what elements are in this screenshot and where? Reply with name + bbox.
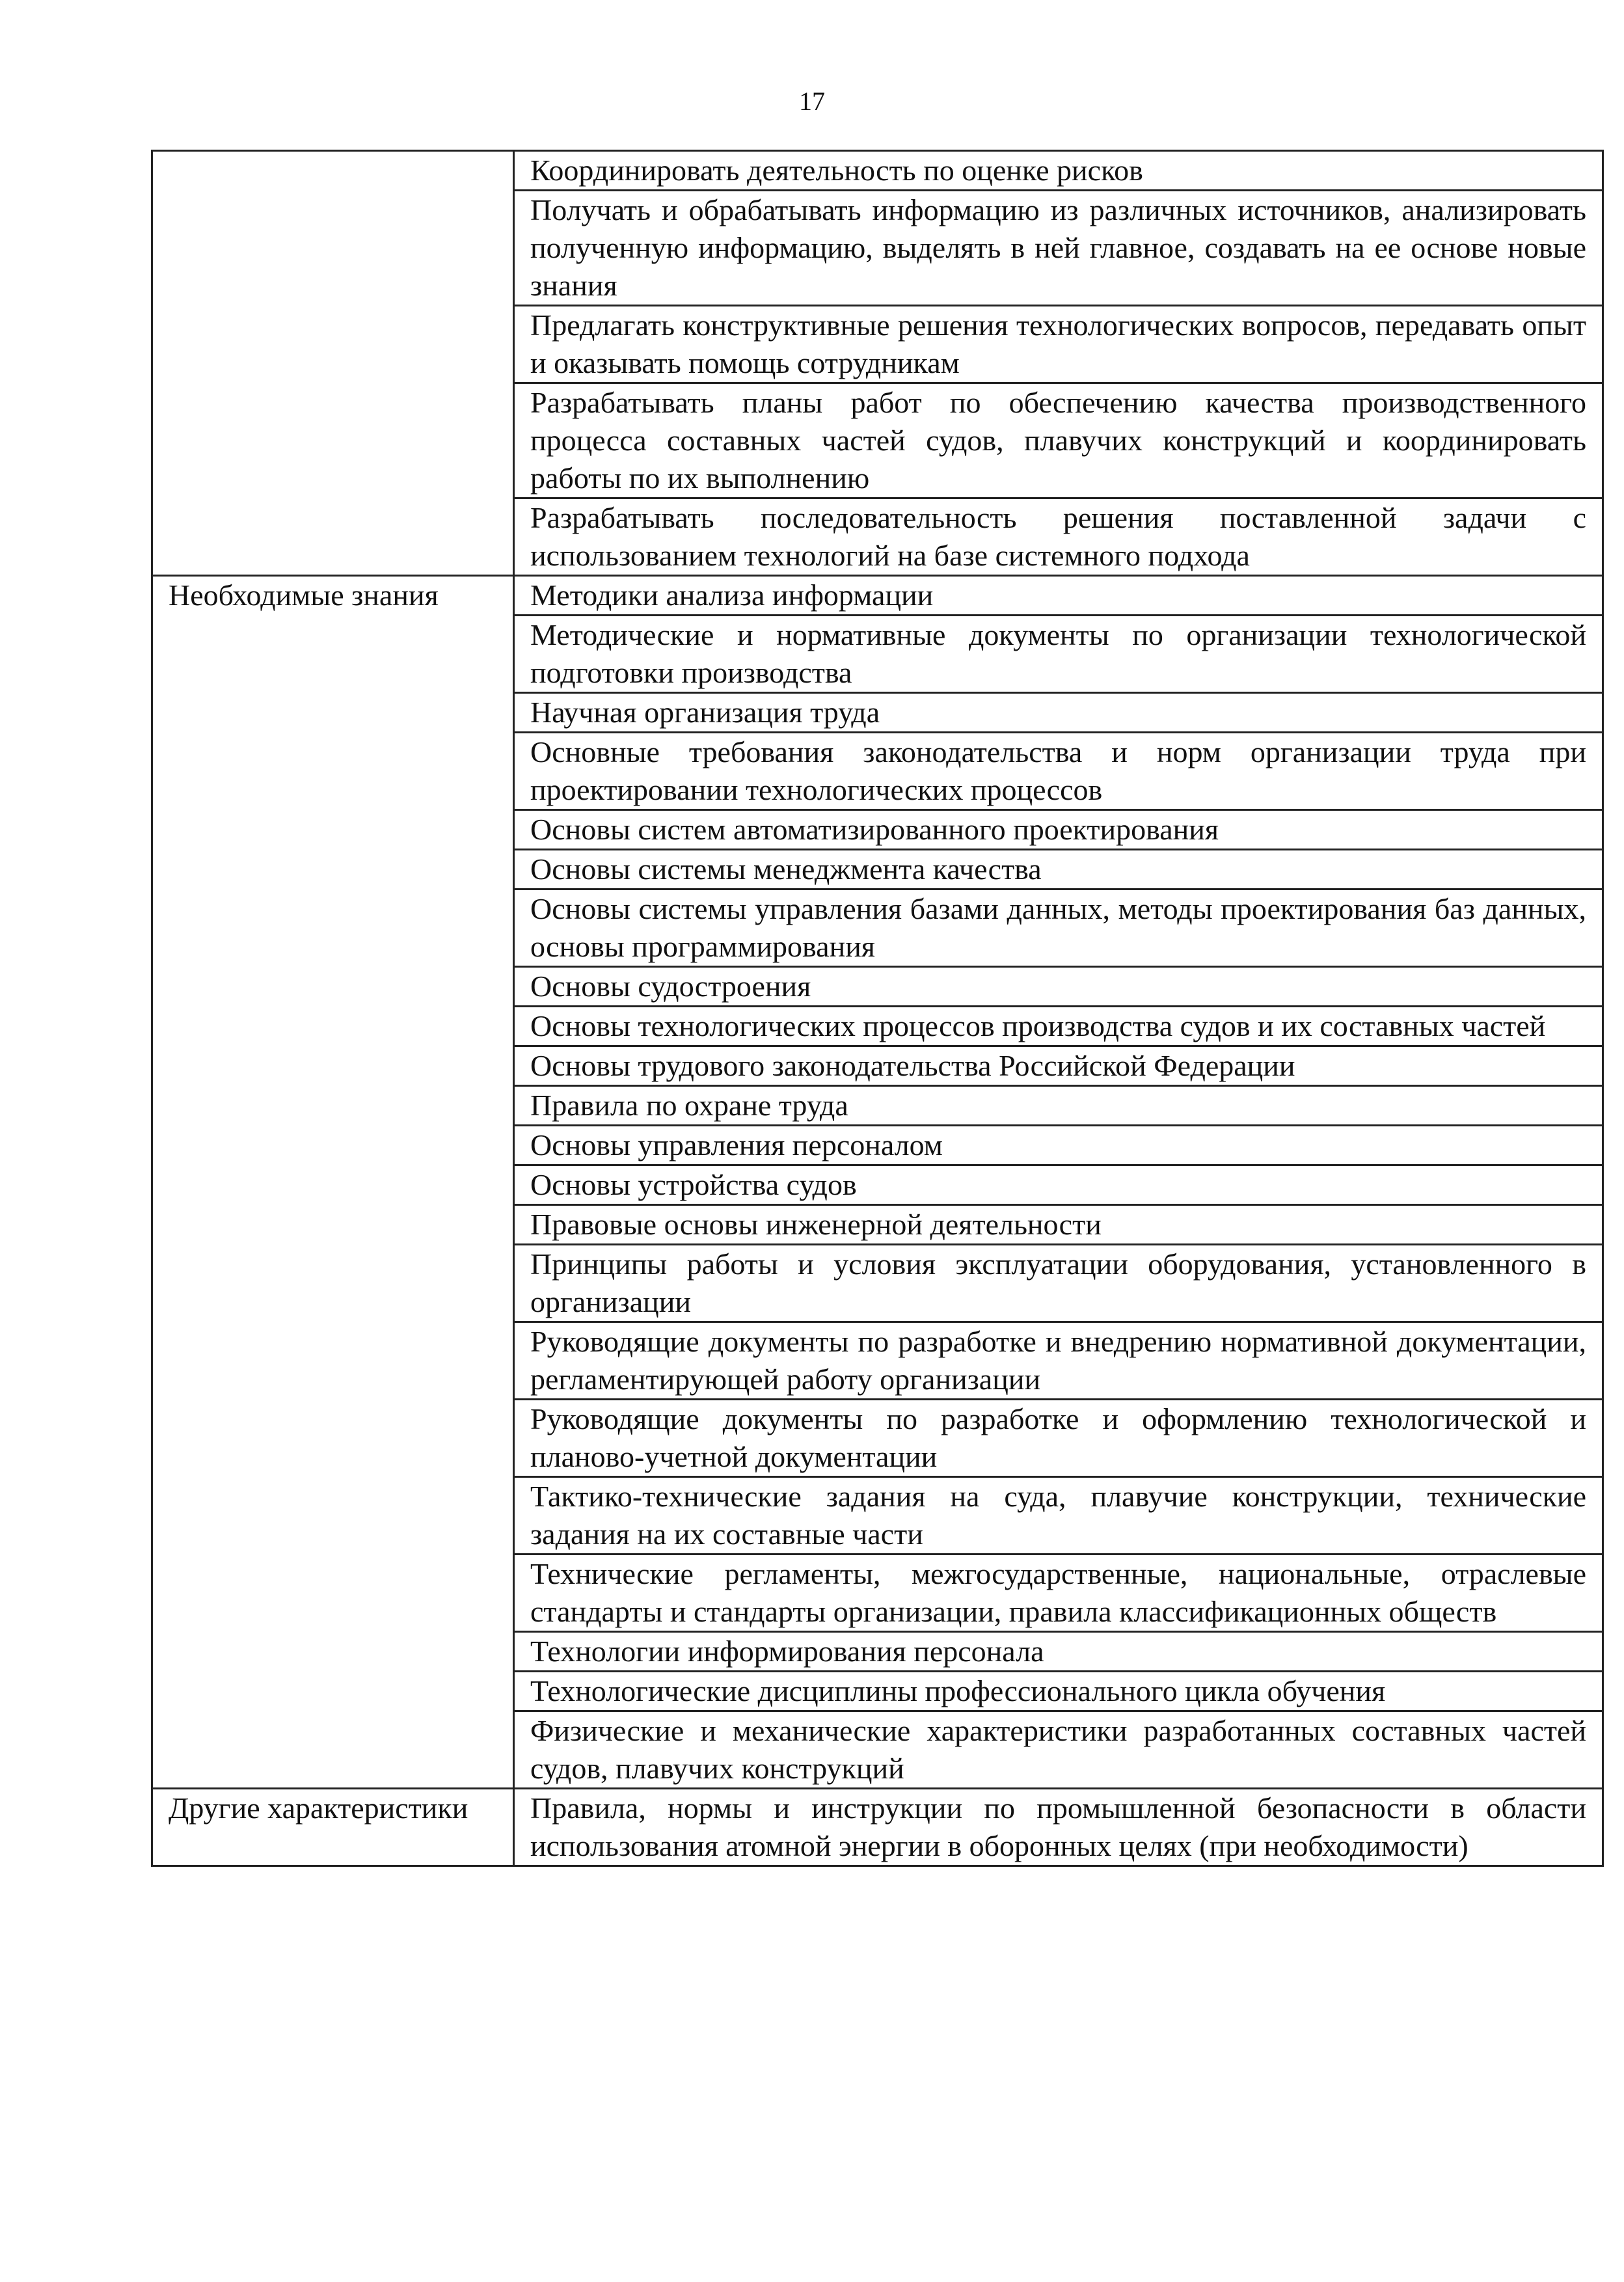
content-cell xyxy=(514,1711,1603,1789)
content-text: Разрабатывать планы работ по обеспечению качества производственного процесса составных частей судов, плавучих конструкций и координировать работы по их выполнению xyxy=(530,386,1586,495)
content-text: Технологические дисциплины профессионального цикла обучения xyxy=(530,1674,1386,1707)
content-text: Правила, нормы и инструкции по промышленной безопасности в области использования атомной энергии в оборонных целях (при необходимости) xyxy=(530,1791,1586,1862)
requirements-table xyxy=(151,150,1604,1867)
content-cell xyxy=(514,1205,1603,1245)
content-cell xyxy=(514,191,1603,306)
content-cell xyxy=(514,1322,1603,1400)
section-label-cell xyxy=(152,151,514,576)
content-text: Основы технологических процессов производства судов и их составных частей xyxy=(530,1009,1546,1042)
table-row xyxy=(152,1789,1603,1866)
content-cell xyxy=(514,1007,1603,1046)
content-cell xyxy=(514,576,1603,616)
content-cell xyxy=(514,810,1603,850)
table-row xyxy=(152,151,1603,191)
content-text: Основы системы менеджмента качества xyxy=(530,852,1042,886)
content-text: Основы судостроения xyxy=(530,970,811,1003)
content-text: Правила по охране труда xyxy=(530,1089,848,1122)
content-text: Разрабатывать последовательность решения поставленной задачи с использованием технологий на базе системного подхода xyxy=(530,501,1586,572)
content-cell xyxy=(514,693,1603,733)
content-text: Основные требования законодательства и норм организации труда при проектировании технологических процессов xyxy=(530,735,1586,806)
content-cell xyxy=(514,1672,1603,1711)
content-text: Руководящие документы по разработке и оформлению технологической и планово-учетной документации xyxy=(530,1402,1586,1473)
content-text: Основы управления персоналом xyxy=(530,1128,943,1161)
content-text: Тактико-технические задания на суда, плавучие конструкции, технические задания на их составные части xyxy=(530,1480,1586,1551)
content-text: Научная организация труда xyxy=(530,696,880,729)
content-text: Принципы работы и условия эксплуатации оборудования, установленного в организации xyxy=(530,1247,1586,1318)
requirements-table-body xyxy=(152,151,1603,1866)
content-cell xyxy=(514,1165,1603,1205)
content-cell xyxy=(514,850,1603,890)
section-label-cell xyxy=(152,576,514,1789)
content-cell xyxy=(514,1632,1603,1672)
content-cell xyxy=(514,616,1603,693)
content-text: Руководящие документы по разработке и внедрению нормативной документации, регламентирующей работу организации xyxy=(530,1325,1586,1396)
content-text: Основы устройства судов xyxy=(530,1168,857,1201)
content-cell xyxy=(514,967,1603,1007)
section-label-cell xyxy=(152,1789,514,1866)
table-row xyxy=(152,576,1603,616)
section-label-other-characteristics: Другие характеристики xyxy=(169,1791,468,1825)
content-cell xyxy=(514,733,1603,810)
content-text: Основы системы управления базами данных, методы проектирования баз данных, основы программирования xyxy=(530,892,1586,963)
page-number: 17 xyxy=(799,87,825,116)
content-cell xyxy=(514,890,1603,967)
content-cell xyxy=(514,1046,1603,1086)
section-label-required-knowledge: Необходимые знания xyxy=(169,578,439,612)
content-text: Технологии информирования персонала xyxy=(530,1635,1044,1668)
content-text: Основы трудового законодательства Российской Федерации xyxy=(530,1049,1295,1082)
content-cell xyxy=(514,1477,1603,1555)
content-cell xyxy=(514,1126,1603,1165)
content-cell xyxy=(514,1555,1603,1632)
content-text: Основы систем автоматизированного проектирования xyxy=(530,813,1219,846)
content-text: Физические и механические характеристики разработанных составных частей судов, плавучих конструкций xyxy=(530,1714,1586,1785)
content-text: Координировать деятельность по оценке рисков xyxy=(530,154,1143,187)
content-cell xyxy=(514,151,1603,191)
content-cell xyxy=(514,498,1603,576)
content-cell xyxy=(514,1400,1603,1477)
content-cell xyxy=(514,1789,1603,1866)
content-text: Методики анализа информации xyxy=(530,578,934,612)
content-text: Предлагать конструктивные решения технологических вопросов, передавать опыт и оказывать помощь сотрудникам xyxy=(530,308,1586,379)
content-text: Правовые основы инженерной деятельности xyxy=(530,1208,1102,1241)
content-text: Технические регламенты, межгосударственные, национальные, отраслевые стандарты и стандарты организации, правила классификационных обществ xyxy=(530,1557,1586,1628)
content-cell xyxy=(514,1086,1603,1126)
content-text: Получать и обрабатывать информацию из различных источников, анализировать полученную информацию, выделять в ней главное, создавать на ее основе новые знания xyxy=(530,193,1586,302)
content-cell xyxy=(514,306,1603,383)
content-text: Методические и нормативные документы по организации технологической подготовки производства xyxy=(530,618,1586,689)
content-cell xyxy=(514,383,1603,498)
content-cell xyxy=(514,1245,1603,1322)
